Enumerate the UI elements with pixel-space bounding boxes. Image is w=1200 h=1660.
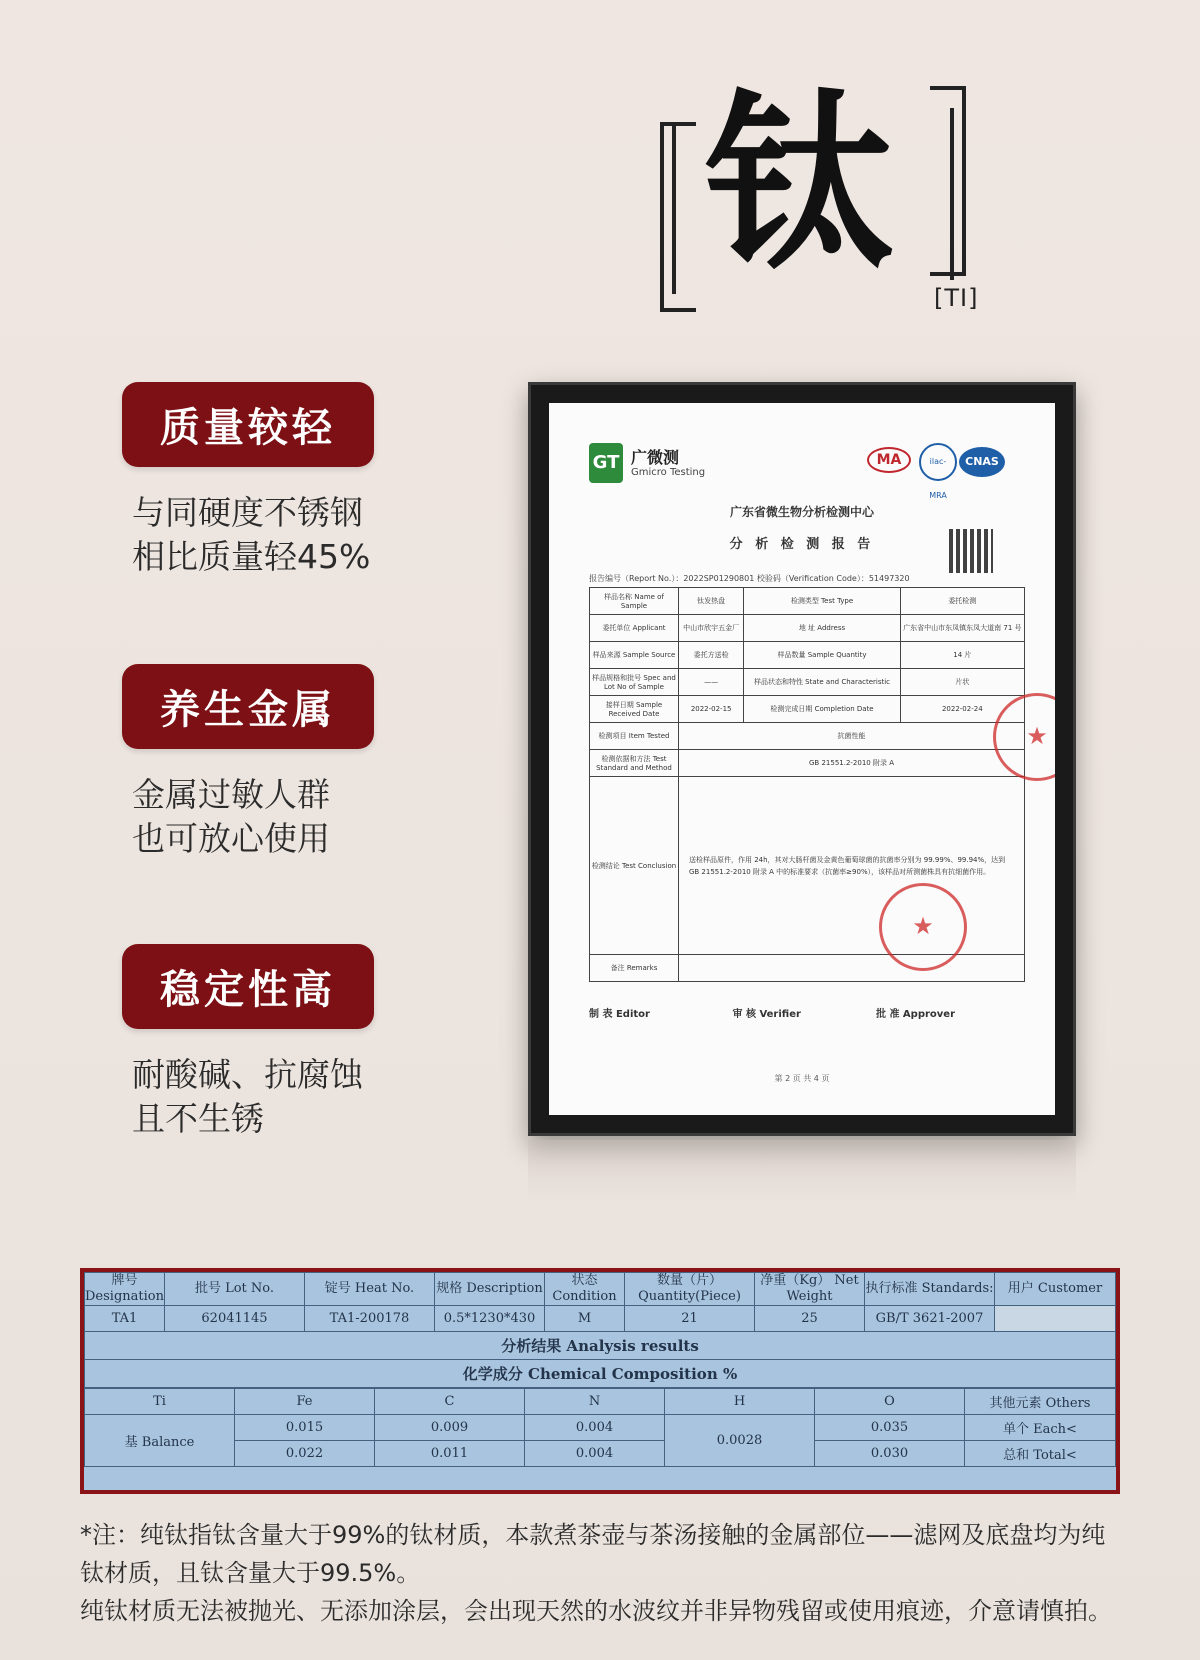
cert-cell: GB 21551.2-2010 附录 A <box>678 750 1024 777</box>
element-symbol: [TI] <box>934 284 979 312</box>
cert-cell: 检测完成日期 Completion Date <box>744 696 900 723</box>
cert-cell: 样品数量 Sample Quantity <box>744 642 900 669</box>
cert-cell: 14 片 <box>900 642 1024 669</box>
table-cell: 0.022 <box>235 1441 375 1467</box>
feature-desc <box>122 491 374 579</box>
table-cell: 62041145 <box>165 1306 305 1332</box>
cert-cell: 片状 <box>900 669 1024 696</box>
cert-cell: 委托单位 Applicant <box>590 615 679 642</box>
table-cell: 0.004 <box>525 1441 665 1467</box>
table-cell: 0.015 <box>235 1415 375 1441</box>
official-seal <box>879 883 967 971</box>
feature-desc <box>122 773 374 861</box>
cert-cell: 样品状态和特性 State and Characteristic <box>744 669 900 696</box>
feature-light-weight <box>122 382 374 579</box>
footnote-line: 纯钛材质无法被抛光、无添加涂层，会出现天然的水波纹并非异物残留或使用痕迹，介意请慎拍。 <box>80 1597 1112 1625</box>
table-cell: TA1 <box>85 1306 165 1332</box>
feature-stability <box>122 944 374 1141</box>
footnote-line: *注：纯钛指钛含量大于99%的钛材质，本款煮茶壶与茶汤接触的金属部位——滤网及底盘均为纯钛材质，且钛含量大于99.5%。 <box>80 1521 1106 1587</box>
feature-desc <box>122 1053 374 1141</box>
table-cell: 0.004 <box>525 1415 665 1441</box>
element-header: O <box>815 1389 965 1415</box>
feature-health-metal <box>122 664 374 861</box>
table-cell: 0.035 <box>815 1415 965 1441</box>
signature-row <box>589 1005 1029 1020</box>
cert-cell: 备注 Remarks <box>590 955 679 982</box>
report-title: 分 析 检 测 报 告 <box>729 537 875 552</box>
feature-label: 稳定性高 <box>122 944 374 1029</box>
verifier-sign: 审 核 Verifier <box>732 1009 801 1020</box>
table-cell: 21 <box>625 1306 755 1332</box>
cert-cell: 中山市欣宇五金厂 <box>678 615 743 642</box>
cnas-logo: CNAS <box>959 447 1005 477</box>
org-name: 广微测 <box>631 448 680 467</box>
table-cell: 0.5*1230*430 <box>435 1306 545 1332</box>
feature-desc-line: 且不生锈 <box>132 1099 264 1138</box>
cert-cell <box>678 955 1024 982</box>
left-bracket <box>660 122 696 312</box>
feature-desc-line: 与同硬度不锈钢 <box>132 493 363 532</box>
cert-cell: 接样日期 Sample Received Date <box>590 696 679 723</box>
table-cell: GB/T 3621-2007 <box>865 1306 995 1332</box>
certificate-frame <box>528 382 1076 1136</box>
cert-cell: 样品来源 Sample Source <box>590 642 679 669</box>
center-name: 广东省微生物分析检测中心 <box>729 505 874 519</box>
feature-desc-line: 也可放心使用 <box>132 819 330 858</box>
cert-cell: —— <box>678 669 743 696</box>
hero-char: 钛 <box>704 74 895 295</box>
gt-logo-icon: GT <box>589 443 623 483</box>
table-cell: 单个 Each< <box>965 1415 1116 1441</box>
cert-conclusion: 送检样品原件，作用 24h，其对大肠杆菌及金黄色葡萄球菌的抗菌率分别为 99.99%、99.94%，达到 GB 21551.2-2010 附录 A 中的标准要求（抗菌率≥90%），该样品对所测菌株具有抗细菌作用。 <box>678 777 1024 955</box>
cert-cell: 样品规格和批号 Spec and Lot No of Sample <box>590 669 679 696</box>
table-cell: 总和 Total< <box>965 1441 1116 1467</box>
table-header: 牌号 Designation <box>85 1273 164 1304</box>
ilac-logo: ilac-MRA <box>919 443 957 481</box>
element-header: H <box>665 1389 815 1415</box>
table-cell: 25 <box>755 1306 865 1332</box>
cert-cell: 抗菌性能 <box>678 723 1024 750</box>
editor-sign: 制 表 Editor <box>589 1009 650 1020</box>
element-header: Fe <box>235 1389 375 1415</box>
table-header: 用户 Customer <box>995 1273 1116 1306</box>
certificate-paper <box>549 403 1055 1115</box>
table-header: 净重（Kg） Net Weight <box>755 1273 865 1306</box>
cert-cell: 检测依据和方法 Test Standard and Method <box>590 750 679 777</box>
table-cell: 0.030 <box>815 1441 965 1467</box>
table-cell: M <box>545 1306 625 1332</box>
page-number: 第 2 页 共 4 页 <box>774 1074 830 1083</box>
element-header: Ti <box>85 1389 235 1415</box>
cert-cell: 2022-02-15 <box>678 696 743 723</box>
footnote <box>80 1516 1120 1630</box>
cert-cell: 委托检测 <box>900 588 1024 615</box>
org-name-en: Gmicro Testing <box>631 467 706 478</box>
right-bracket <box>930 86 966 276</box>
feature-desc-line: 相比质量轻45% <box>132 537 371 576</box>
table-header: 状态 Condition <box>545 1273 625 1306</box>
table-header: 批号 Lot No. <box>165 1273 305 1306</box>
table-header: 锭号 Heat No. <box>305 1273 435 1306</box>
table-cell: TA1-200178 <box>305 1306 435 1332</box>
feature-label: 养生金属 <box>122 664 374 749</box>
table-cell: 0.009 <box>375 1415 525 1441</box>
frame-reflection <box>528 1140 1076 1200</box>
cert-cell: 检测结论 Test Conclusion <box>590 777 679 955</box>
element-header: 其他元素 Others <box>965 1389 1116 1415</box>
table-header: 数量（片） Quantity(Piece) <box>625 1273 755 1306</box>
hero-title <box>660 74 980 320</box>
analysis-results-bar: 分析结果 Analysis results <box>85 1332 1116 1360</box>
cert-cell: 检测类型 Test Type <box>744 588 900 615</box>
cert-cell: 钛发热盘 <box>678 588 743 615</box>
table-cell: 0.011 <box>375 1441 525 1467</box>
cert-cell: 地 址 Address <box>744 615 900 642</box>
cert-cell: 委托方送检 <box>678 642 743 669</box>
cert-cell: 广东省中山市东凤镇东凤大道南 71 号 <box>900 615 1024 642</box>
table-cell-blurred <box>995 1306 1116 1332</box>
approver-sign: 批 准 Approver <box>875 1009 956 1020</box>
cert-cell: 检测项目 Item Tested <box>590 723 679 750</box>
table-cell: 0.0028 <box>665 1415 815 1467</box>
report-number: 报告编号（Report No.）：2022SP01290801 校验码（Verification Code）：51497320 <box>589 574 910 583</box>
feature-label: 质量较轻 <box>122 382 374 467</box>
qr-code-icon <box>949 529 993 573</box>
table-header: 规格 Description <box>435 1273 545 1306</box>
table-header: 执行标准 Standards: <box>865 1273 995 1306</box>
element-header: C <box>375 1389 525 1415</box>
feature-desc-line: 耐酸碱、抗腐蚀 <box>132 1055 363 1094</box>
ma-logo: MA <box>867 447 911 473</box>
cert-cell: 样品名称 Name of Sample <box>590 588 679 615</box>
element-header: N <box>525 1389 665 1415</box>
material-table <box>84 1272 1116 1388</box>
composition-table <box>84 1388 1116 1467</box>
material-certificate-table <box>80 1268 1120 1494</box>
ti-balance: 基 Balance <box>85 1415 235 1467</box>
feature-desc-line: 金属过敏人群 <box>132 775 330 814</box>
chemical-composition-bar: 化学成分 Chemical Composition % <box>85 1360 1116 1388</box>
cert-cell: 2022-02-24 <box>900 696 1024 723</box>
